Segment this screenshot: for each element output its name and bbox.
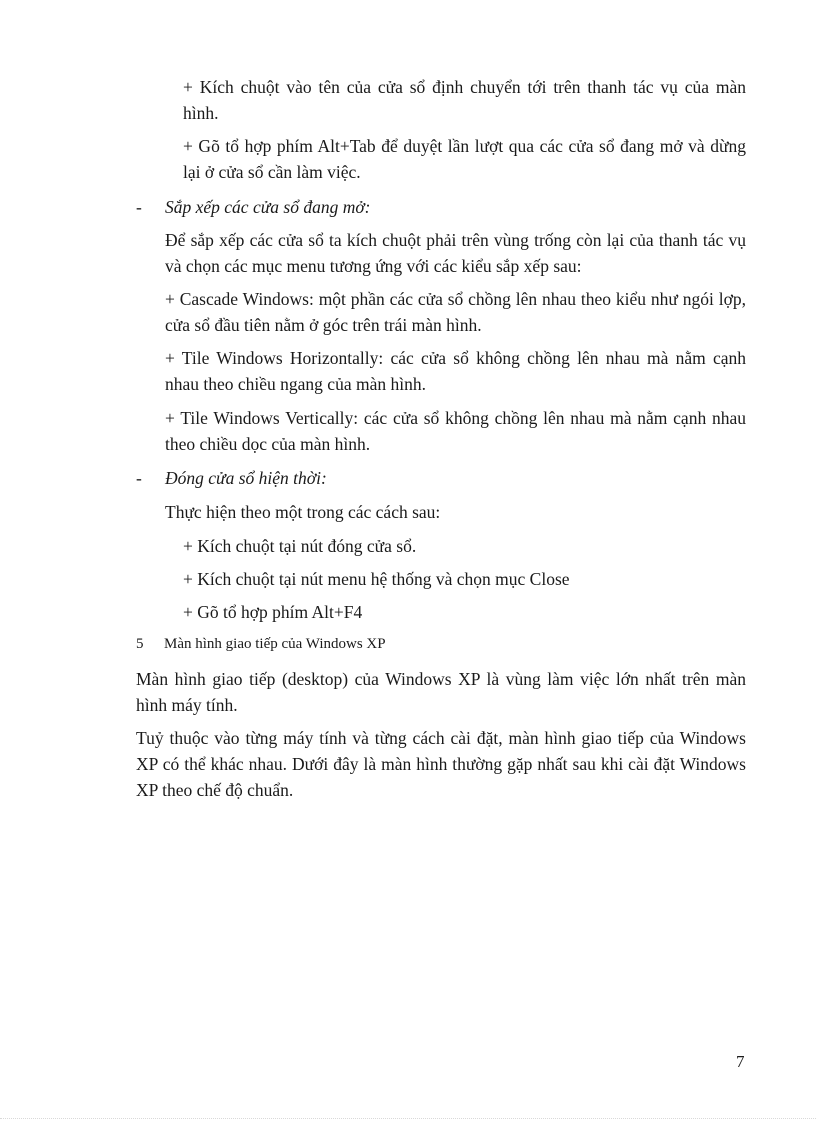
list-item-alt-f4: + Gõ tổ hợp phím Alt+F4 xyxy=(183,602,363,622)
bullet-title-close-window: Đóng cửa sổ hiện thời: xyxy=(165,468,327,488)
paragraph-cascade-windows: + Cascade Windows: một phần các cửa sổ chồng lên nhau theo kiểu như ngói lợp, cửa sổ đầu tiên nằm ở góc trên trái màn hình. xyxy=(165,289,746,335)
page-number: 7 xyxy=(736,1052,745,1071)
list-item-close-button: + Kích chuột tại nút đóng cửa sổ. xyxy=(183,536,417,556)
bullet-marker-arrange: - xyxy=(136,197,142,217)
paragraph-desktop-definition: Màn hình giao tiếp (desktop) của Windows XP là vùng làm việc lớn nhất trên màn hình máy tính. xyxy=(136,669,746,715)
paragraph-tile-horizontally: + Tile Windows Horizontally: các cửa sổ không chồng lên nhau mà nằm cạnh nhau theo chiều ngang của màn hình. xyxy=(165,348,746,394)
paragraph-tile-vertically: + Tile Windows Vertically: các cửa sổ không chồng lên nhau mà nằm cạnh nhau theo chiều dọc của màn hình. xyxy=(165,408,746,454)
paragraph-taskbar-click: + Kích chuột vào tên của cửa sổ định chuyển tới trên thanh tác vụ của màn hình. xyxy=(183,77,746,123)
paragraph-arrange-intro: Để sắp xếp các cửa sổ ta kích chuột phải trên vùng trống còn lại của thanh tác vụ và chọn các mục menu tương ứng với các kiểu sắp xếp sau: xyxy=(165,230,746,276)
bullet-title-arrange-windows: Sắp xếp các cửa sổ đang mở: xyxy=(165,197,371,217)
list-item-system-menu: + Kích chuột tại nút menu hệ thống và chọn mục Close xyxy=(183,569,570,589)
paragraph-alt-tab: + Gõ tổ hợp phím Alt+Tab để duyệt lần lượt qua các cửa sổ đang mở và dừng lại ở cửa sổ cần làm việc. xyxy=(183,136,746,182)
section-heading xyxy=(136,633,386,655)
section-number: 5 xyxy=(136,636,144,652)
bullet-marker-close: - xyxy=(136,468,142,488)
paragraph-desktop-variations: Tuỷ thuộc vào từng máy tính và từng cách cài đặt, màn hình giao tiếp của Windows XP có thể khác nhau. Dưới đây là màn hình thường gặp nhất sau khi cài đặt Windows XP theo chế độ chuẩn. xyxy=(136,728,746,800)
section-title: Màn hình giao tiếp của Windows XP xyxy=(164,636,386,652)
footer-divider xyxy=(0,1118,816,1119)
paragraph-close-intro: Thực hiện theo một trong các cách sau: xyxy=(165,502,441,522)
